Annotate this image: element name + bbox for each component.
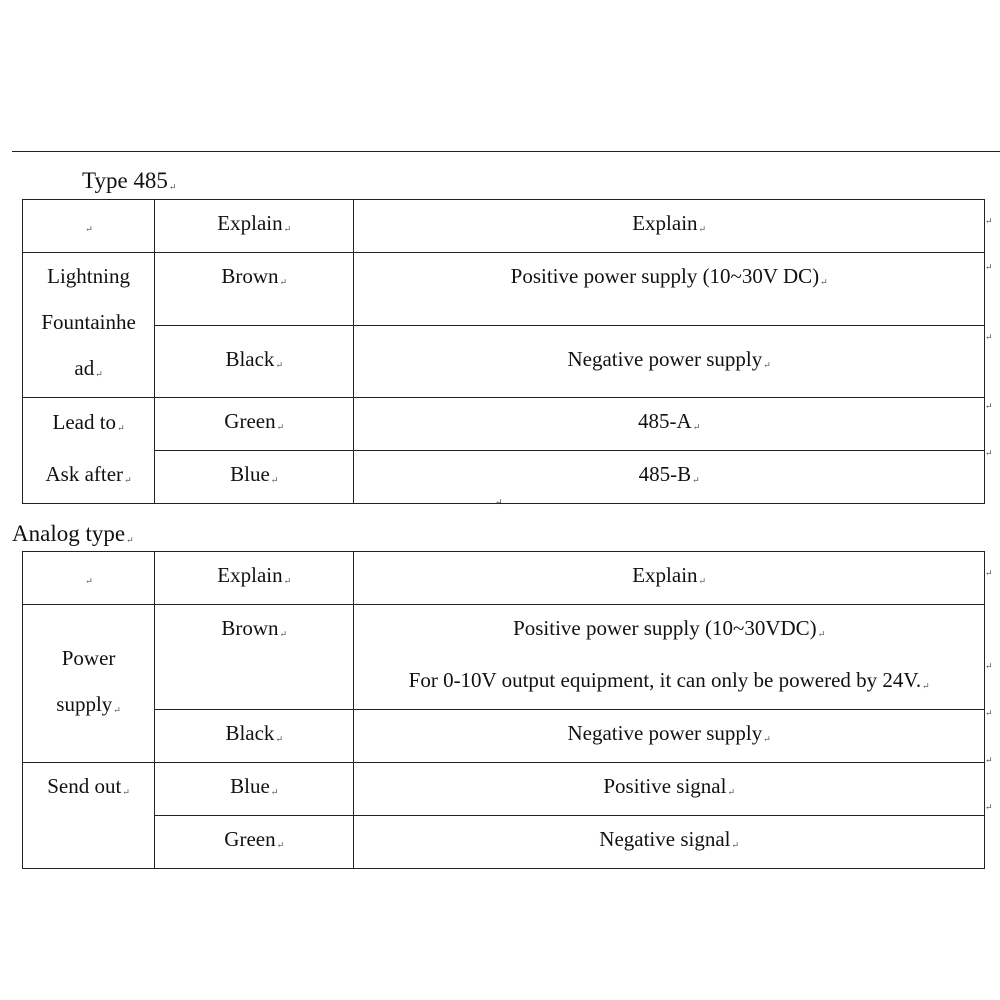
table-header-row (23, 200, 985, 253)
description-cell: 485-B↵ (354, 451, 985, 504)
row-end-mark: ↵ (985, 216, 993, 226)
row-end-mark: ↵ (985, 802, 993, 812)
table-header-row (23, 552, 985, 605)
header-cell-explain: Explain↵ (354, 200, 985, 253)
row-end-mark: ↵ (985, 708, 993, 718)
wire-color-cell: Brown↵ (155, 253, 354, 326)
top-rule (12, 151, 1000, 152)
group-label: Power supply↵ (23, 605, 155, 763)
row-end-mark: ↵ (985, 661, 993, 671)
wire-color-cell: Brown↵ (155, 605, 354, 710)
section2-heading: Analog type↵ (12, 521, 134, 546)
analog-type-table (22, 551, 985, 869)
wire-color-cell: Green↵ (155, 398, 354, 451)
row-end-mark: ↵ (985, 401, 993, 411)
row-end-mark: ↵ (985, 568, 993, 578)
paragraph-mark: ↵ (495, 497, 503, 507)
table-row (23, 605, 985, 710)
row-end-mark: ↵ (985, 332, 993, 342)
description-cell: Positive signal↵ (354, 763, 985, 816)
group-label: Lightning Fountainhe ad↵ (23, 253, 155, 398)
description-cell: 485-A↵ (354, 398, 985, 451)
header-cell-explain: Explain↵ (155, 552, 354, 605)
header-cell-explain: Explain↵ (155, 200, 354, 253)
wire-color-cell: Green↵ (155, 816, 354, 869)
row-end-mark: ↵ (985, 448, 993, 458)
wire-color-cell: Black↵ (155, 710, 354, 763)
group-label: Lead to↵ Ask after↵ (23, 398, 155, 504)
table-row (23, 398, 985, 451)
row-end-mark: ↵ (985, 262, 993, 272)
table-row (23, 253, 985, 326)
group-label: Send out↵ (23, 763, 155, 869)
description-cell: Positive power supply (10~30VDC)↵ For 0-10V output equipment, it can only be powered by 24V.↵ (354, 605, 985, 710)
table-row (23, 326, 985, 398)
description-cell: Negative signal↵ (354, 816, 985, 869)
section1-heading: Type 485↵ (82, 168, 177, 193)
header-cell-explain: Explain↵ (354, 552, 985, 605)
description-cell: Negative power supply↵ (354, 326, 985, 398)
header-cell-empty: ↵ (23, 552, 155, 605)
table-row (23, 451, 985, 504)
wire-color-cell: Black↵ (155, 326, 354, 398)
description-cell: Positive power supply (10~30V DC)↵ (354, 253, 985, 326)
row-end-mark: ↵ (985, 755, 993, 765)
table-row (23, 710, 985, 763)
wire-color-cell: Blue↵ (155, 451, 354, 504)
header-cell-empty: ↵ (23, 200, 155, 253)
table-row (23, 763, 985, 816)
wire-color-cell: Blue↵ (155, 763, 354, 816)
type-485-table (22, 199, 985, 504)
table-row (23, 816, 985, 869)
description-cell: Negative power supply↵ (354, 710, 985, 763)
